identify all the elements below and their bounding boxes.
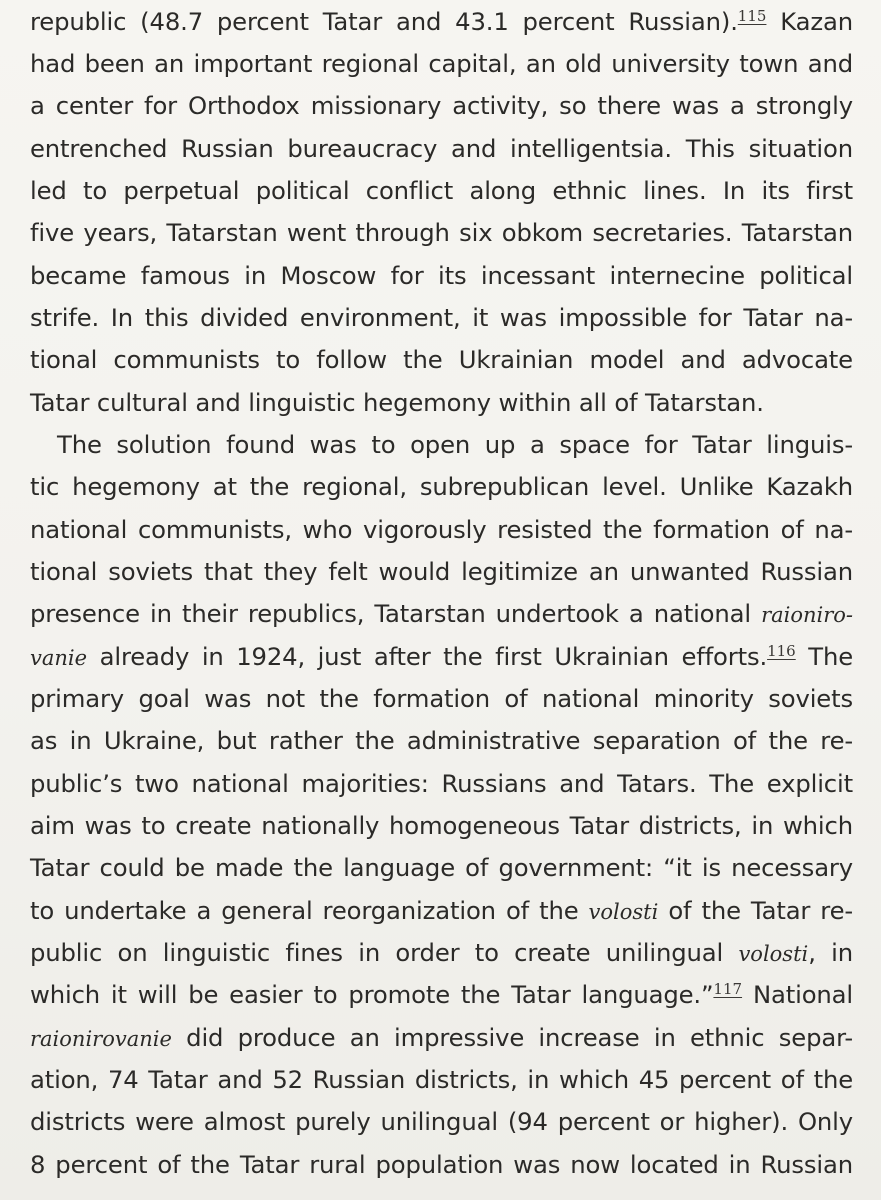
text-span: national communists, who vigorously resisted the formation of na- bbox=[30, 515, 853, 544]
text-line bbox=[30, 212, 853, 254]
text-span: a center for Orthodox missionary activity, so there was a strongly bbox=[30, 91, 853, 120]
text-line bbox=[30, 763, 853, 805]
italic-term: volosti bbox=[738, 942, 809, 966]
text-line bbox=[30, 1017, 853, 1059]
text-span: Kazan bbox=[766, 7, 853, 36]
text-line bbox=[30, 1059, 853, 1101]
text-line bbox=[30, 466, 853, 508]
text-span: tional soviets that they felt would legitimize an unwanted Russian bbox=[30, 557, 853, 586]
text-span: which it will be easier to promote the Tatar language.” bbox=[30, 980, 714, 1009]
text-span: primary goal was not the formation of national minority soviets bbox=[30, 684, 853, 713]
text-span: public’s two national majorities: Russians and Tatars. The explicit bbox=[30, 769, 853, 798]
text-span: ation, 74 Tatar and 52 Russian districts, in which 45 percent of the bbox=[30, 1065, 853, 1094]
italic-term: raionirovanie bbox=[30, 1027, 172, 1051]
footnote-reference-link[interactable]: 116 bbox=[767, 642, 796, 660]
text-span: became famous in Moscow for its incessant internecine political bbox=[30, 261, 853, 290]
text-span: strife. In this divided environment, it was impossible for Tatar na- bbox=[30, 303, 853, 332]
text-line bbox=[30, 85, 853, 127]
footnote-reference-link[interactable]: 115 bbox=[737, 7, 767, 25]
footnote-reference-link[interactable]: 117 bbox=[713, 980, 743, 998]
text-span: had been an important regional capital, an old university town and bbox=[30, 49, 853, 78]
text-line bbox=[30, 847, 853, 889]
text-line bbox=[30, 593, 853, 635]
italic-term: raioniro- bbox=[761, 603, 853, 627]
text-line bbox=[30, 636, 853, 678]
text-line bbox=[30, 382, 853, 424]
text-line bbox=[30, 255, 853, 297]
text-span: to undertake a general reorganization of the bbox=[30, 896, 589, 925]
text-span: districts were almost purely unilingual (94 percent or higher). Only bbox=[30, 1107, 853, 1136]
text-line bbox=[30, 1144, 853, 1186]
text-line bbox=[30, 128, 853, 170]
text-span: entrenched Russian bureaucracy and intelligentsia. This situation bbox=[30, 134, 853, 163]
text-span: aim was to create nationally homogeneous Tatar districts, in which bbox=[30, 811, 853, 840]
text-span: public on linguistic fines in order to create unilingual bbox=[30, 938, 739, 967]
text-span: did produce an impressive increase in ethnic separ- bbox=[171, 1023, 853, 1052]
text-line bbox=[30, 297, 853, 339]
text-line bbox=[30, 1, 853, 43]
text-line bbox=[30, 170, 853, 212]
text-span: republic (48.7 percent Tatar and 43.1 percent Russian). bbox=[30, 7, 738, 36]
text-span: The solution found was to open up a space for Tatar linguis- bbox=[57, 430, 853, 459]
text-line bbox=[57, 424, 853, 466]
text-line bbox=[30, 932, 853, 974]
text-span: presence in their republics, Tatarstan undertook a national bbox=[30, 599, 762, 628]
text-span: The bbox=[795, 642, 853, 671]
italic-term: volosti bbox=[588, 900, 659, 924]
text-line bbox=[30, 720, 853, 762]
text-span: Tatar could be made the language of government: “it is necessary bbox=[30, 853, 853, 882]
text-span: of the Tatar re- bbox=[658, 896, 854, 925]
text-span: already in 1924, just after the first Ukrainian efforts. bbox=[87, 642, 768, 671]
text-span: National bbox=[742, 980, 853, 1009]
text-line bbox=[30, 678, 853, 720]
text-span: as in Ukraine, but rather the administrative separation of the re- bbox=[30, 726, 853, 755]
text-line bbox=[30, 509, 853, 551]
text-line bbox=[30, 339, 853, 381]
text-span: tional communists to follow the Ukrainian model and advocate bbox=[30, 345, 853, 374]
text-span: 8 percent of the Tatar rural population was now located in Russian bbox=[30, 1150, 853, 1179]
text-span: led to perpetual political conflict along ethnic lines. In its first bbox=[30, 176, 853, 205]
text-span: Tatar cultural and linguistic hegemony within all of Tatarstan. bbox=[30, 388, 764, 417]
text-span: five years, Tatarstan went through six obkom secretaries. Tatarstan bbox=[30, 218, 853, 247]
text-span: , in bbox=[808, 938, 853, 967]
text-line bbox=[30, 551, 853, 593]
text-line bbox=[30, 890, 853, 932]
italic-term: vanie bbox=[30, 646, 88, 670]
text-line bbox=[30, 1101, 853, 1143]
text-line bbox=[30, 805, 853, 847]
text-line bbox=[30, 43, 853, 85]
text-span: tic hegemony at the regional, subrepublican level. Unlike Kazakh bbox=[30, 472, 853, 501]
text-line bbox=[30, 974, 853, 1016]
